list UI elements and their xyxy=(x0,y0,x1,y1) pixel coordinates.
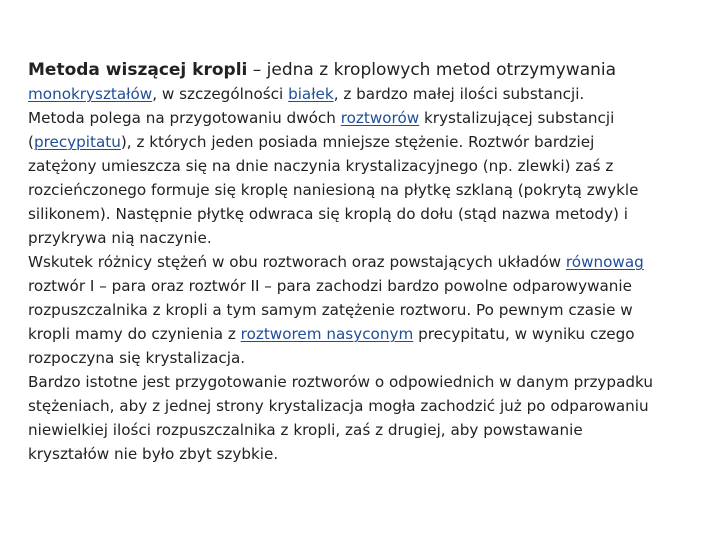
paragraph-1-line-1 xyxy=(28,58,710,82)
paragraph-4-line-3: niewielkiej ilości rozpuszczalnika z kropli, zaś z drugiej, aby powstawanie xyxy=(28,421,583,439)
text-run: Wskutek różnicy stężeń w obu roztworach oraz powstających układów xyxy=(28,253,566,271)
paragraph-3-line-3: rozpuszczalnika z kropli a tym samym zatężenie roztworu. Po pewnym czasie w xyxy=(28,301,633,319)
paragraph-3-line-2: roztwór I – para oraz roztwór II – para zachodzi bardzo powolne odparowywanie xyxy=(28,277,632,295)
paragraph-2-line-1 xyxy=(28,106,710,130)
text-run: ( xyxy=(28,133,34,151)
article-body xyxy=(28,58,710,466)
paragraph-2-line-5: silikonem). Następnie płytkę odwraca się kroplą do dołu (stąd nazwa metody) i xyxy=(28,205,629,223)
paragraph-3-line-4 xyxy=(28,322,710,346)
text-run: ), z których jeden posiada mniejsze stężenie. Roztwór bardziej xyxy=(120,133,595,151)
text-run: – jedna z kroplowych metod otrzymywania xyxy=(247,60,617,80)
paragraph-4-line-1: Bardzo istotne jest przygotowanie roztworów o odpowiednich w danym przypadku xyxy=(28,373,653,391)
link-monokrysztalow[interactable]: monokryształów xyxy=(28,85,153,103)
text-run: precypitatu, w wyniku czego xyxy=(413,325,635,343)
paragraph-1-line-2 xyxy=(28,82,710,106)
text-run: kropli mamy do czynienia z xyxy=(28,325,241,343)
link-rownowag[interactable]: równowag xyxy=(565,253,644,271)
paragraph-3-line-5: rozpoczyna się krystalizacja. xyxy=(28,349,246,367)
link-roztworow[interactable]: roztworów xyxy=(340,109,420,127)
article-title: Metoda wiszącej kropli xyxy=(28,60,248,80)
paragraph-2-line-2 xyxy=(28,130,710,154)
paragraph-4-line-2: stężeniach, aby z jednej strony krystalizacja mogła zachodzić już po odparowaniu xyxy=(28,397,649,415)
link-precypitatu[interactable]: precypitatu xyxy=(33,133,121,151)
paragraph-2-line-4: rozcieńczonego formuje się kroplę naniesioną na płytkę szklaną (pokrytą zwykle xyxy=(28,181,639,199)
paragraph-2-line-6: przykrywa nią naczynie. xyxy=(28,229,212,247)
paragraph-3-line-1 xyxy=(28,250,710,274)
paragraph-2-line-3: zatężony umieszcza się na dnie naczynia krystalizacyjnego (np. zlewki) zaś z xyxy=(28,157,614,175)
text-run: krystalizującej substancji xyxy=(419,109,615,127)
paragraph-4-line-4: kryształów nie było zbyt szybkie. xyxy=(28,445,279,463)
text-run: , z bardzo małej ilości substancji. xyxy=(333,85,585,103)
link-roztworem-nasyconym[interactable]: roztworem nasyconym xyxy=(240,325,414,343)
text-run: , w szczególności xyxy=(152,85,289,103)
text-run: Metoda polega na przygotowaniu dwóch xyxy=(28,109,341,127)
link-bialek[interactable]: białek xyxy=(288,85,334,103)
